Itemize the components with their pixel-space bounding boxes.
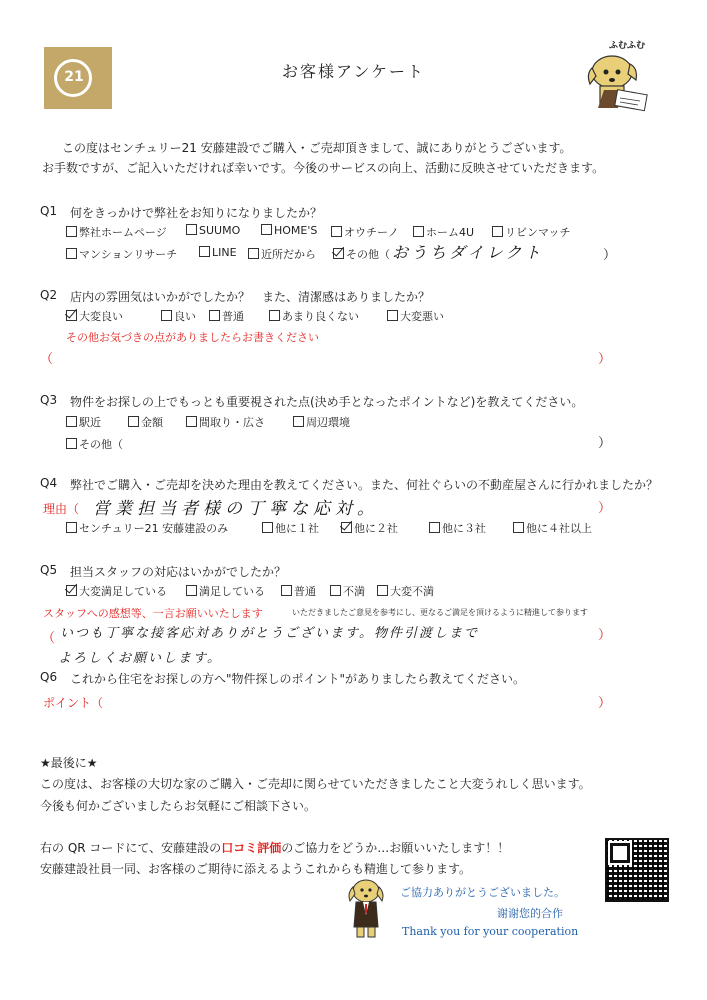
q1-option-ouchino[interactable]: オウチーノ xyxy=(331,224,399,240)
q5-question: 担当スタッフの対応はいかがでしたか？ xyxy=(70,565,287,579)
checkbox-icon[interactable] xyxy=(66,522,77,533)
checkbox-checked-icon[interactable] xyxy=(66,310,77,321)
q3-label: Q3 xyxy=(40,393,58,407)
qr-red-text: 口コミ評価 xyxy=(221,841,282,855)
q1-option-homes[interactable]: HOME'S xyxy=(261,224,317,237)
q5-open-paren: （ xyxy=(42,631,56,646)
q3-option-price[interactable]: 金額 xyxy=(128,414,163,430)
q3-option-station[interactable]: 駅近 xyxy=(66,414,101,430)
q1-option-homepage[interactable]: 弊社ホームページ xyxy=(66,224,167,240)
q5-option-very-dissatisfied[interactable]: 大変不満 xyxy=(377,583,434,599)
checkbox-icon[interactable] xyxy=(161,310,172,321)
q5-note-small: いただきましたご意見を参考にし、更なるご満足を頂けるように精進して参ります xyxy=(292,608,588,617)
closing-line-4: 安藤建設社員一同、お客様のご期待に添えるようこれからも精進して参ります。 xyxy=(40,862,472,876)
q5-option-normal[interactable]: 普通 xyxy=(281,583,316,599)
intro-line-2: お手数ですが、ご記入いただければ幸いです。今後のサービスの向上、活動に反映させていただきます。 xyxy=(42,161,605,175)
q1-option-home4u[interactable]: ホーム4U xyxy=(413,224,474,240)
mascot-dog-standing-icon xyxy=(344,875,388,941)
checkbox-icon[interactable] xyxy=(330,585,341,596)
q4-option-4plus-others[interactable]: 他に４社以上 xyxy=(513,520,592,536)
checkbox-icon[interactable] xyxy=(209,310,220,321)
q1-option-line[interactable]: LINE xyxy=(199,246,237,259)
q4-option-1-other[interactable]: 他に１社 xyxy=(262,520,319,536)
checkbox-icon[interactable] xyxy=(199,246,210,257)
q5-label: Q5 xyxy=(40,563,58,577)
q2-close-paren: ） xyxy=(598,352,612,367)
q4-question: 弊社でご購入・ご売却を決めた理由を教えてください。また、何社ぐらいの不動産屋さんに行かれましたか？ xyxy=(70,478,659,492)
checkbox-icon[interactable] xyxy=(281,585,292,596)
q4-option-2-others[interactable]: 他に２社 xyxy=(341,520,398,536)
checkbox-icon[interactable] xyxy=(66,438,77,449)
checkbox-icon[interactable] xyxy=(262,522,273,533)
thanks-japanese: ご協力ありがとうございました。 xyxy=(400,886,565,899)
q5-close-paren: ） xyxy=(598,628,612,643)
checkbox-icon[interactable] xyxy=(513,522,524,533)
q6-close-paren: ） xyxy=(598,696,612,711)
mascot-dog-reading-icon xyxy=(582,50,654,112)
q4-label: Q4 xyxy=(40,476,58,490)
checkbox-icon[interactable] xyxy=(269,310,280,321)
q4-option-only-c21[interactable]: センチュリー21 安藤建設のみ xyxy=(66,520,228,536)
q5-option-satisfied[interactable]: 満足している xyxy=(186,583,265,599)
q3-option-environment[interactable]: 周辺環境 xyxy=(293,414,350,430)
q1-question: 何をきっかけで弊社をお知りになりましたか？ xyxy=(70,206,323,220)
q2-label: Q2 xyxy=(40,288,58,302)
q2-option-very-good[interactable]: 大変良い xyxy=(66,308,123,324)
q6-question: これから住宅をお探しの方へ"物件探しのポイント"がありましたら教えてください。 xyxy=(70,672,526,686)
q6-label: Q6 xyxy=(40,670,58,684)
q5-option-dissatisfied[interactable]: 不満 xyxy=(330,583,365,599)
mascot-caption: ふむふむ xyxy=(609,41,646,51)
checkbox-icon[interactable] xyxy=(128,416,139,427)
q4-handwritten-reason[interactable]: 営業担当者様の丁寧な応対。 xyxy=(93,499,379,519)
q4-close-paren: ） xyxy=(598,501,612,516)
checkbox-icon[interactable] xyxy=(387,310,398,321)
checkbox-icon[interactable] xyxy=(186,416,197,427)
checkbox-checked-icon[interactable] xyxy=(341,522,352,533)
checkbox-icon[interactable] xyxy=(66,248,77,259)
checkbox-icon[interactable] xyxy=(413,226,424,237)
q1-option-other[interactable]: その他（ xyxy=(333,246,390,262)
checkbox-icon[interactable] xyxy=(429,522,440,533)
q1-option-mansion-research[interactable]: マンションリサーチ xyxy=(66,246,177,262)
closing-heading: ★最後に★ xyxy=(40,756,98,770)
q2-note: その他お気づきの点がありましたらお書きください xyxy=(66,331,319,344)
thanks-chinese: 谢谢您的合作 xyxy=(497,907,563,920)
qr-code[interactable] xyxy=(605,838,669,902)
q2-option-not-good[interactable]: あまり良くない xyxy=(269,308,359,324)
checkbox-icon[interactable] xyxy=(293,416,304,427)
q3-option-layout[interactable]: 間取り・広さ xyxy=(186,414,265,430)
page-title: お客様アンケート xyxy=(281,62,426,81)
q1-label: Q1 xyxy=(40,204,58,218)
q1-option-nearby[interactable]: 近所だから xyxy=(248,246,316,262)
closing-line-1: この度は、お客様の大切な家のご購入・ご売却に関らせていただきましたこと大変うれしく思います。 xyxy=(40,777,591,791)
closing-qr-line: 右の QR コードにて、安藤建設の口コミ評価のご協力をどうか…お願いいたします！！ xyxy=(40,841,510,855)
q6-point-label: ポイント（ xyxy=(43,696,104,710)
q2-option-very-bad[interactable]: 大変悪い xyxy=(387,308,444,324)
q1-option-livinmatch[interactable]: リビンマッチ xyxy=(492,224,571,240)
q4-option-3-others[interactable]: 他に３社 xyxy=(429,520,486,536)
checkbox-icon[interactable] xyxy=(66,226,77,237)
q2-question: 店内の雰囲気はいかがでしたか？ また、清潔感はありましたか？ xyxy=(70,290,431,304)
q1-option-suumo[interactable]: SUUMO xyxy=(186,224,240,237)
checkbox-checked-icon[interactable] xyxy=(66,585,77,596)
q5-handwritten-line-2[interactable]: よろしくお願いします。 xyxy=(58,651,222,666)
q4-reason-label: 理由（ xyxy=(43,502,80,516)
q3-option-other[interactable]: その他（ xyxy=(66,436,123,452)
q3-question: 物件をお探しの上でもっとも重要視された点(決め手となったポイントなど)を教えてください。 xyxy=(70,395,584,409)
q5-option-very-satisfied[interactable]: 大変満足している xyxy=(66,583,167,599)
checkbox-icon[interactable] xyxy=(492,226,503,237)
closing-line-2: 今後も何かございましたらお気軽にご相談下さい。 xyxy=(40,799,317,813)
checkbox-icon[interactable] xyxy=(377,585,388,596)
q1-close-paren: ） xyxy=(603,248,617,263)
checkbox-checked-icon[interactable] xyxy=(333,248,344,259)
checkbox-icon[interactable] xyxy=(248,248,259,259)
q1-handwritten-answer[interactable]: おうちダイレクト xyxy=(392,243,544,262)
checkbox-icon[interactable] xyxy=(66,416,77,427)
thanks-english: Thank you for your cooperation xyxy=(402,925,579,938)
q2-option-normal[interactable]: 普通 xyxy=(209,308,244,324)
checkbox-icon[interactable] xyxy=(331,226,342,237)
q3-close-paren: ） xyxy=(598,436,612,451)
q5-handwritten-line-1[interactable]: いつも丁寧な接客応対ありがとうございます。物件引渡しまで xyxy=(60,626,479,641)
logo-text: 21 xyxy=(64,69,84,85)
intro-line-1: この度はセンチュリー21 安藤建設でご購入・ご売却頂きまして、誠にありがとうございます。 xyxy=(62,141,572,155)
q5-note-red: スタッフへの感想等、一言お願いいたします xyxy=(43,607,263,620)
q2-open-paren: （ xyxy=(40,352,54,367)
checkbox-icon[interactable] xyxy=(261,224,272,235)
checkbox-icon[interactable] xyxy=(186,585,197,596)
q2-option-good[interactable]: 良い xyxy=(161,308,196,324)
checkbox-icon[interactable] xyxy=(186,224,197,235)
